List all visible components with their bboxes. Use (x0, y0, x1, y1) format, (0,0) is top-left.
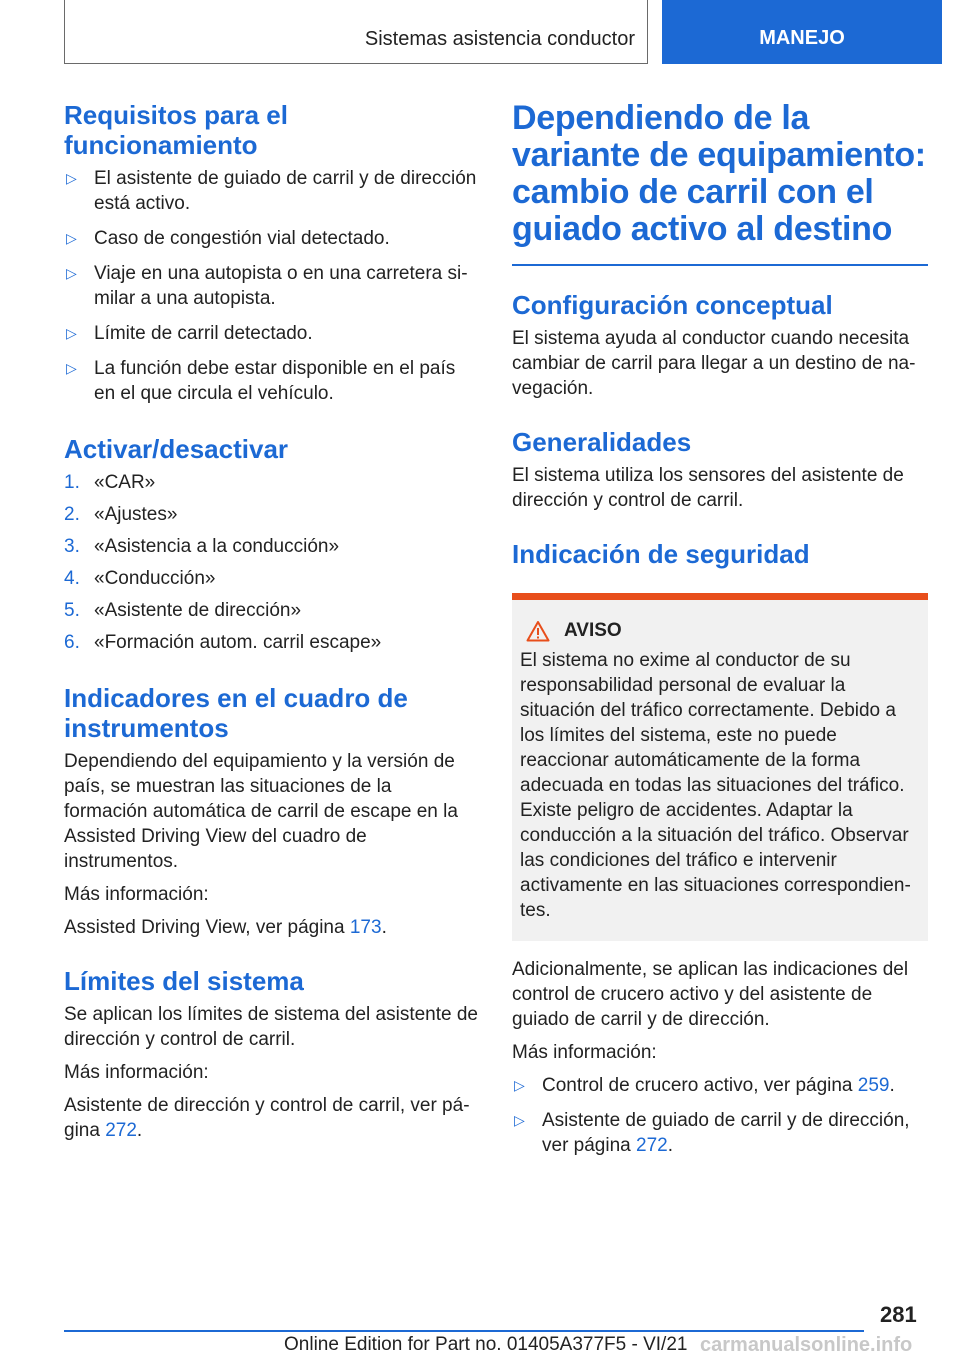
safety-heading: Indicación de seguridad (512, 539, 810, 569)
triangle-right-icon: ▷ (66, 265, 77, 281)
more-info-label: Más información: (64, 1062, 209, 1083)
main-heading: Dependiendo de la variante de equipamiento: cambio de carril con el guiado activo al destino (512, 99, 926, 248)
step-item: 6. «Formación autom. carril escape» (64, 632, 382, 653)
heading-rule (512, 264, 928, 266)
triangle-right-icon: ▷ (66, 170, 77, 186)
header-section-box (64, 0, 648, 64)
indicators-heading: Indicadores en el cuadro de instrumentos (64, 683, 408, 743)
section-title: Sistemas asistencia conductor (364, 28, 635, 50)
limits-reference: Asistente de dirección y control de carril, ver página 272. (64, 1095, 470, 1141)
list-item: ▷ Viaje en una autopista o en una carretera similar a una autopista. (66, 263, 468, 309)
requirements-heading: Requisitos para el funcionamiento (64, 100, 288, 160)
triangle-right-icon: ▷ (514, 1112, 525, 1128)
warning-label: AVISO (564, 620, 622, 641)
warning-triangle-icon (526, 620, 550, 642)
watermark: carmanualsonline.info (700, 1334, 913, 1356)
general-text: El sistema utiliza los sensores del asistente de dirección y control de carril. (512, 465, 904, 511)
activate-heading: Activar/desactivar (64, 434, 289, 464)
list-item: ▷ El asistente de guiado de carril y de dirección está activo. (66, 168, 477, 214)
more-info-label: Más información: (512, 1042, 657, 1063)
list-item: ▷ Asistente de guiado de carril y de dirección, ver página 272. (514, 1110, 910, 1156)
page-link[interactable]: 259 (857, 1075, 890, 1096)
page-number: 281 (880, 1302, 917, 1327)
limits-text: Se aplican los límites de sistema del asistente de dirección y control de carril. (64, 1004, 478, 1050)
general-heading: Generalidades (512, 427, 692, 457)
step-item: 3. «Asistencia a la conducción» (64, 536, 340, 557)
triangle-right-icon: ▷ (66, 360, 77, 376)
concept-text: El sistema ayuda al conductor cuando necesita cambiar de carril para llegar a un destino de navegación. (512, 328, 916, 399)
indicators-text: Dependiendo del equipamiento y la versión de país, se muestran las situaciones de la formación automática de carril de escape en la Assisted Driving View del cuadro de instrumentos. (64, 751, 458, 872)
right-column (512, 100, 928, 1168)
warning-text: El sistema no exime al conductor de su responsabilidad personal de evaluar la situación del tráfico correctamente. Debido a los límites del sistema, este no puede reaccionar automáticamente de la forma adecuada en todas las situaciones del tráfico. Existe peligro de accidentes. Adaptar la conducción a la situación del tráfico. Observar las condiciones del tráfico e intervenir activamente en las situaciones correspondientes. (520, 650, 911, 921)
step-item: 2. «Ajustes» (64, 504, 178, 525)
activate-steps (64, 470, 480, 655)
requirements-list (64, 166, 480, 406)
page-link[interactable]: 272 (105, 1120, 137, 1141)
additional-text: Adicionalmente, se aplican las indicaciones del control de crucero activo y del asistente de guiado de carril y de dirección. (512, 959, 909, 1030)
triangle-right-icon: ▷ (66, 325, 77, 341)
page-link[interactable]: 173 (349, 917, 382, 938)
triangle-right-icon: ▷ (514, 1077, 525, 1093)
page-link[interactable]: 272 (636, 1135, 668, 1156)
indicators-reference: Assisted Driving View, ver página 173. (64, 917, 387, 938)
list-item: ▷ Control de crucero activo, ver página 259. (514, 1075, 895, 1096)
left-column (64, 100, 480, 1151)
step-item: 5. «Asistente de dirección» (64, 600, 302, 621)
list-item: ▷ Límite de carril detectado. (66, 323, 313, 344)
footer-rule (64, 1330, 864, 1332)
triangle-right-icon: ▷ (66, 230, 77, 246)
more-info-label: Más información: (64, 884, 209, 905)
warning-title (520, 620, 920, 642)
list-item: ▷ La función debe estar disponible en el país en el que circula el vehículo. (66, 358, 456, 404)
reference-list (512, 1073, 928, 1158)
step-item: 1. «CAR» (64, 472, 156, 493)
limits-heading: Límites del sistema (64, 966, 304, 996)
concept-heading: Configuración conceptual (512, 290, 833, 320)
warning-box (512, 593, 928, 941)
chapter-tab[interactable]: MANEJO (662, 0, 942, 64)
list-item: ▷ Caso de congestión vial detectado. (66, 228, 390, 249)
edition-text: Online Edition for Part no. 01405A377F5 - VI/21 (284, 1334, 688, 1355)
step-item: 4. «Conducción» (64, 568, 216, 589)
